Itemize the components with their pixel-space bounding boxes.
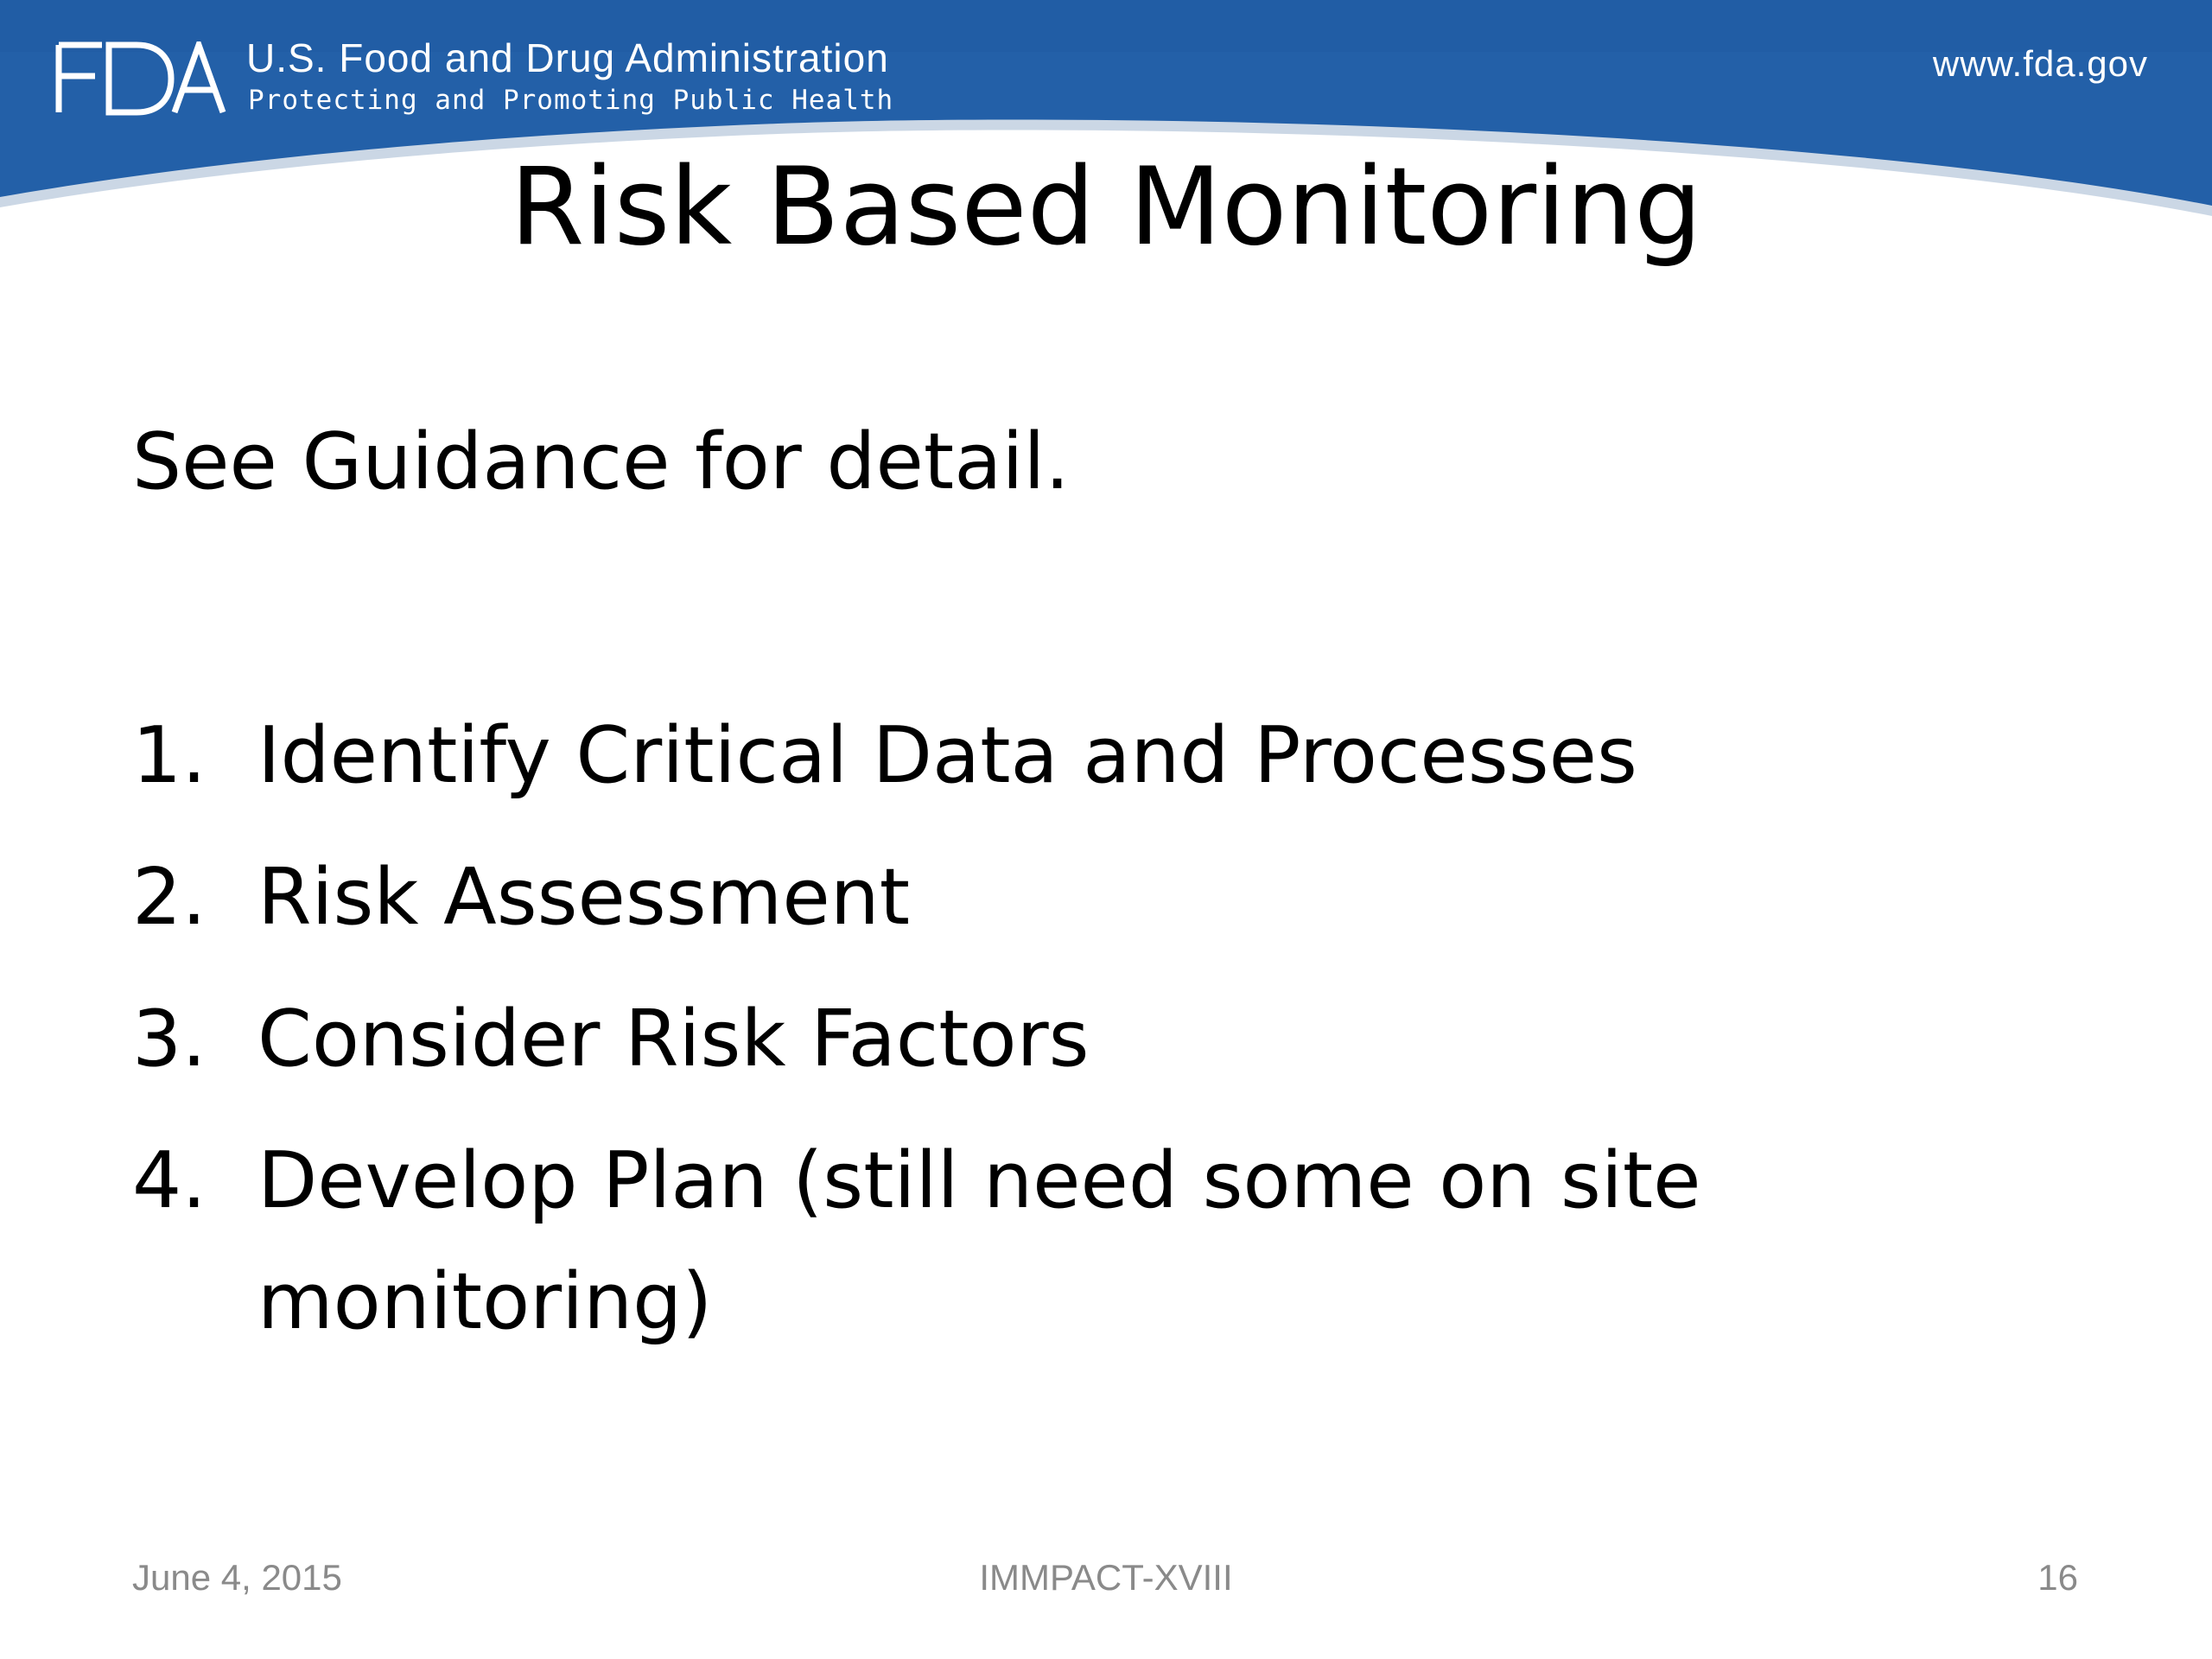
step-number: 4. xyxy=(132,1135,207,1226)
step-text: Develop Plan (still need some on site monitoring) xyxy=(257,1135,1701,1347)
fda-logo xyxy=(54,41,226,116)
footer-date: June 4, 2015 xyxy=(132,1557,342,1598)
slide-title: Risk Based Monitoring xyxy=(510,145,1702,270)
footer-event: IMMPACT-XVIII xyxy=(979,1557,1233,1598)
step-text: Risk Assessment xyxy=(257,852,911,943)
step-item xyxy=(132,1121,2033,1363)
steps-list xyxy=(132,696,2033,1383)
step-item xyxy=(132,837,2033,958)
website-link[interactable]: www.fda.gov xyxy=(1932,43,2148,84)
step-text: Consider Risk Factors xyxy=(257,994,1090,1084)
footer-page-number: 16 xyxy=(2037,1557,2078,1598)
step-number: 2. xyxy=(132,852,207,943)
step-item xyxy=(132,979,2033,1100)
step-text: Identify Critical Data and Processes xyxy=(257,710,1637,801)
intro-text: See Guidance for detail. xyxy=(132,416,1070,507)
step-number: 3. xyxy=(132,994,207,1084)
step-item xyxy=(132,696,2033,817)
step-number: 1. xyxy=(132,710,207,801)
agency-tagline: Protecting and Promoting Public Health xyxy=(248,85,894,116)
agency-name: U.S. Food and Drug Administration xyxy=(246,35,889,80)
